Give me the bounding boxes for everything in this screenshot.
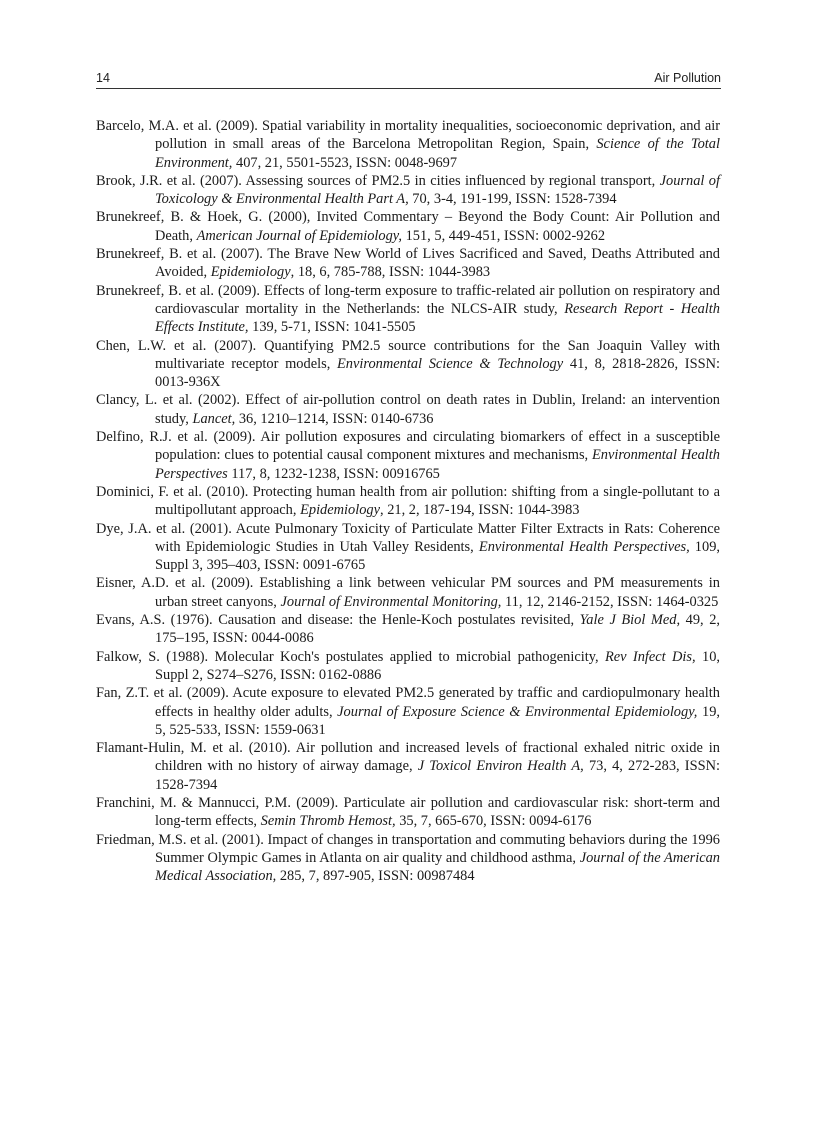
journal-title: Journal of Environmental Monitoring, [280,593,502,610]
reference-details: 19, 5, 525-533, ISSN: 1559-0631 [155,703,720,738]
reference-entry [96,520,720,575]
reference-details: 139, 5-71, ISSN: 1041-5505 [248,319,416,336]
journal-title: American Journal of Epidemiology, [196,227,402,244]
reference-entry [96,648,720,685]
journal-title: Research Report - Health Effects Institute, [155,300,720,336]
reference-details: 35, 7, 665-670, ISSN: 0094-6176 [395,813,592,830]
reference-details: 41, 8, 2818-2826, ISSN: 0013-936X [155,355,720,391]
reference-details: 285, 7, 897-905, ISSN: 00987484 [276,868,475,885]
reference-details: , 18, 6, 785-788, ISSN: 1044-3983 [290,264,491,281]
reference-text: Franchini, M. & Mannucci, P.M. (2009). Particulate air pollution and cardiovascular risk: short-term and long-term effects, [96,794,720,830]
reference-text: Friedman, M.S. et al. (2001). Impact of changes in transportation and commuting behaviors during the 1996 Summer Olympic Games in Atlanta on air quality and childhood asthma, [96,831,720,866]
journal-title: Journal of Toxicology & Environmental Health Part A, [155,172,721,208]
journal-title: Epidemiology [210,264,291,281]
reference-entry [96,282,720,337]
reference-details: 10, Suppl 2, S274–S276, ISSN: 0162-0886 [155,648,721,683]
reference-details: 109, Suppl 3, 395–403, ISSN: 0091-6765 [155,538,720,574]
journal-title: Environmental Science & Technology [337,355,564,372]
reference-entry [96,245,720,282]
reference-text: Dye, J.A. et al. (2001). Acute Pulmonary Toxicity of Particulate Matter Filter Extracts in Rats: Coherence with Epidemiologic Studies in Utah Valley Residents, [96,520,720,555]
reference-text: Brunekreef, B. et al. (2007). The Brave New World of Lives Sacrificed and Saved, Deaths Attributed and Avoided, [96,246,720,281]
reference-text: Chen, L.W. et al. (2007). Quantifying PM2.5 source contributions for the San Joaquin Valley with multivariate receptor models, [96,337,720,372]
page-number: 14 [96,71,110,85]
reference-entry [96,794,720,831]
reference-entry [96,739,720,794]
reference-text: Barcelo, M.A. et al. (2009). Spatial variability in mortality inequalities, socioeconomic deprivation, and air pollution in small areas of the Barcelona Metropolitan Region, Spain, [96,118,720,153]
reference-entry [96,831,720,886]
reference-entry [96,483,720,520]
journal-title: Semin Thromb Hemost, [260,813,396,830]
journal-title: J Toxicol Environ Health A, [417,758,584,775]
reference-entry [96,337,720,392]
journal-title: Epidemiology [300,502,381,519]
journal-title: Yale J Biol Med, [579,612,681,629]
reference-text: Brook, J.R. et al. (2007). Assessing sources of PM2.5 in cities influenced by regional transport, [96,172,660,189]
reference-text: Fan, Z.T. et al. (2009). Acute exposure to elevated PM2.5 generated by traffic and cardiopulmonary health effects in healthy older adults, [96,685,720,720]
journal-title: Environmental Health Perspectives, [478,538,690,555]
reference-entry [96,684,720,739]
reference-details: 11, 12, 2146-2152, ISSN: 1464-0325 [501,593,719,610]
reference-text: Evans, A.S. (1976). Causation and disease: the Henle-Koch postulates revisited, [96,612,580,629]
journal-title: Lancet, [192,410,236,427]
journal-title: Environmental Health Perspectives [155,447,720,482]
reference-details: 70, 3-4, 191-199, ISSN: 1528-7394 [408,191,617,208]
reference-entry [96,172,720,209]
reference-entry [96,208,720,245]
reference-details: 36, 1210–1214, ISSN: 0140-6736 [235,410,434,427]
reference-entry [96,117,720,172]
reference-list [96,117,720,885]
reference-details: , 21, 2, 187-194, ISSN: 1044-3983 [380,502,580,519]
page-header [96,70,721,89]
reference-entry [96,391,720,428]
reference-entry [96,428,720,483]
reference-details: 117, 8, 1232-1238, ISSN: 00916765 [227,465,440,482]
reference-text: Brunekreef, B. & Hoek, G. (2000), Invited Commentary – Beyond the Body Count: Air Pollution and Death, [96,209,720,244]
reference-text: Dominici, F. et al. (2010). Protecting human health from air pollution: shifting from a single-pollutant to a multipollutant approach, [96,483,720,519]
journal-title: Science of the Total Environment, [155,136,721,171]
reference-details: 49, 2, 175–195, ISSN: 0044-0086 [155,612,721,647]
journal-title: Journal of the American Medical Association, [155,849,720,885]
reference-text: Clancy, L. et al. (2002). Effect of air-pollution control on death rates in Dublin, Ireland: an intervention study, [96,392,720,427]
reference-details: 407, 21, 5501-5523, ISSN: 0048-9697 [232,154,458,171]
reference-details: 151, 5, 449-451, ISSN: 0002-9262 [402,227,606,244]
reference-entry [96,611,720,648]
journal-title: Rev Infect Dis, [604,648,696,665]
running-title: Air Pollution [654,71,721,85]
reference-text: Eisner, A.D. et al. (2009). Establishing a link between vehicular PM sources and PM measurements in urban street canyons, [96,575,720,610]
reference-text: Brunekreef, B. et al. (2009). Effects of long-term exposure to traffic-related air pollution on respiratory and cardiovascular mortality in the Netherlands: the NLCS-AIR study, [96,282,720,317]
reference-text: Delfino, R.J. et al. (2009). Air pollution exposures and circulating biomarkers of effect in a susceptible population: clues to potential causal component mixtures and mechanisms, [96,429,720,464]
reference-text: Falkow, S. (1988). Molecular Koch's postulates applied to microbial pathogenicity, [96,648,605,665]
journal-title: Journal of Exposure Science & Environmental Epidemiology, [337,703,698,720]
reference-entry [96,574,720,611]
reference-text: Flamant-Hulin, M. et al. (2010). Air pollution and increased levels of fractional exhaled nitric oxide in children with no history of airway damage, [96,740,720,775]
reference-details: 73, 4, 272-283, ISSN: 1528-7394 [155,758,720,793]
